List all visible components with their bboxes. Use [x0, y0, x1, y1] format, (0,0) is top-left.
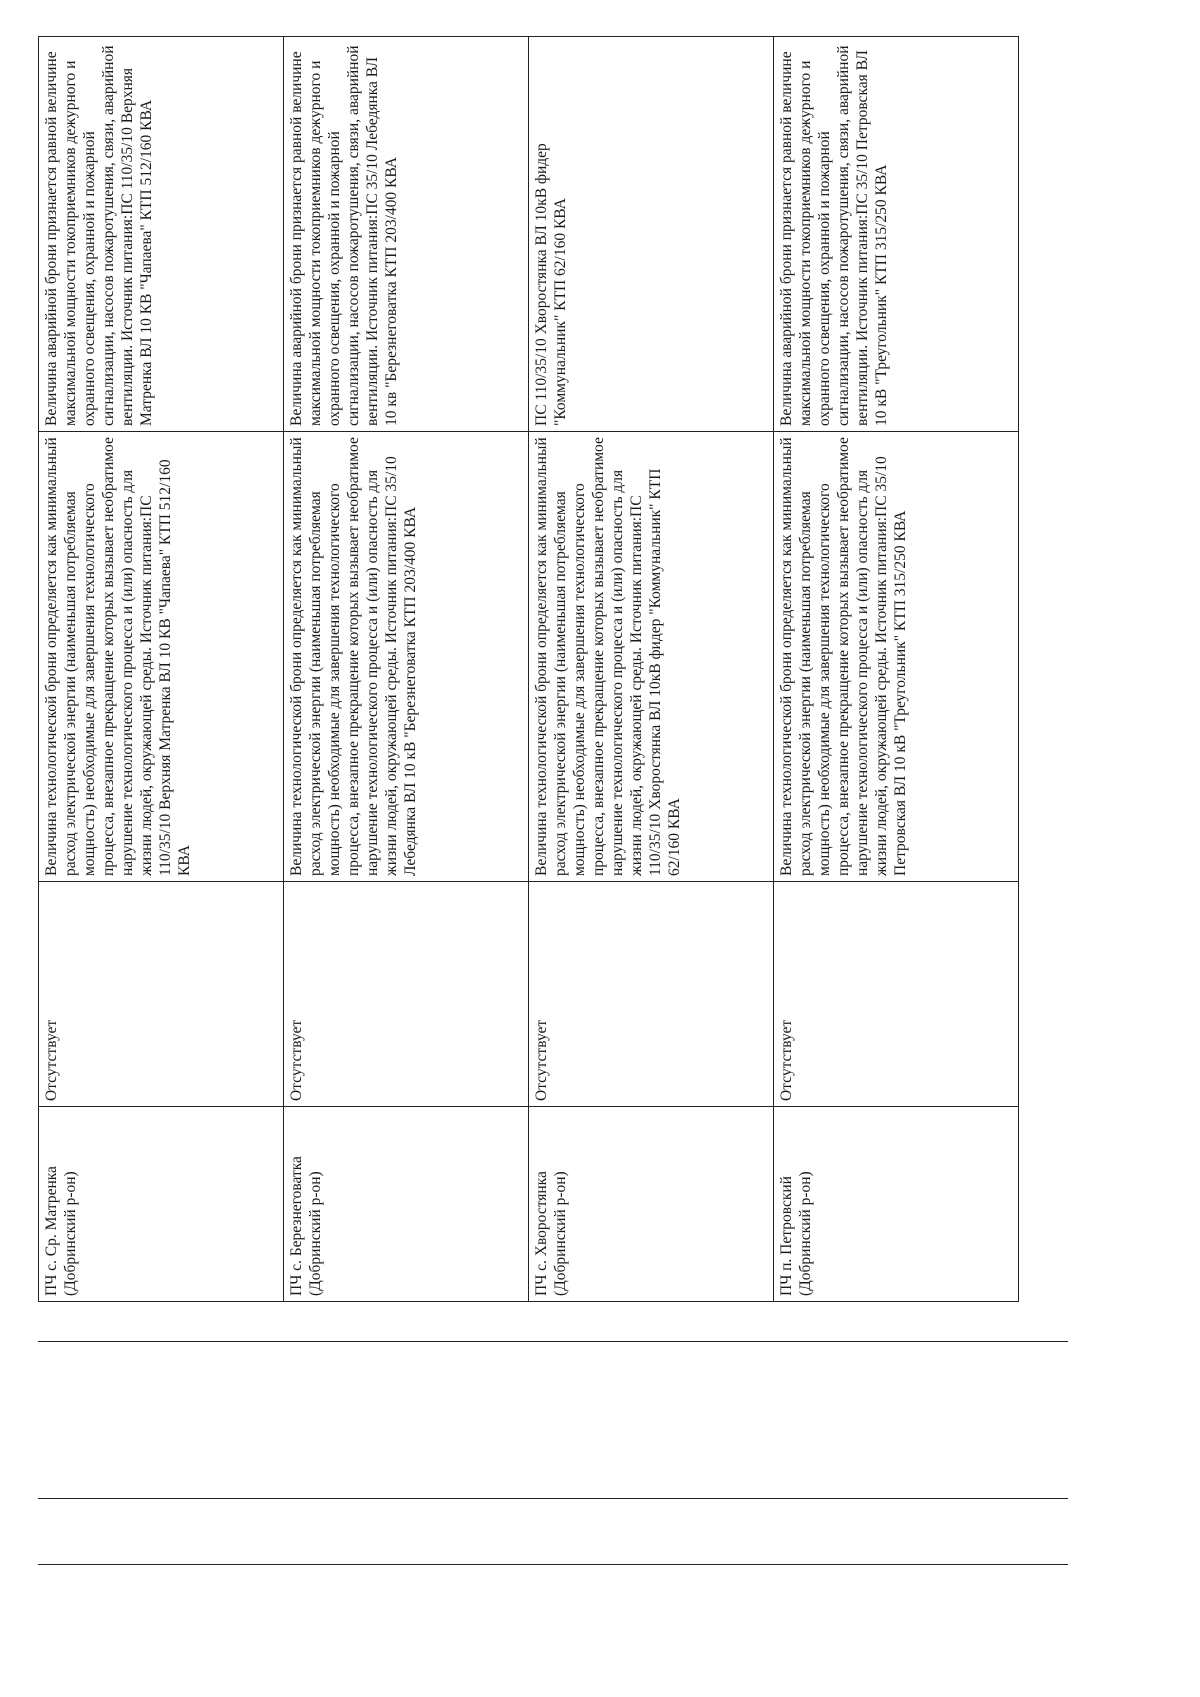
emergency-reserve-cell	[529, 37, 774, 432]
object-name: ПЧ с. Ср. Матренка (Добринский р-он)	[43, 1166, 79, 1296]
object-name: ПЧ с. Березнеговатка (Добринский р-он)	[288, 1156, 324, 1296]
emergency-reserve-text: Величина аварийной брони признается равной величине максимальной мощности токоприемников дежурного и охранного освещения, охранной и пожарной сигнализации, насосов пожаротушения, связи, аварийной вентиляции. Источник питания:ПС 35/10 Петровская ВЛ 10 кВ "Треугольник" КТП 315/250 КВА	[778, 45, 890, 426]
signature-line	[38, 1564, 1068, 1565]
emergency-reserve-text: Величина аварийной брони признается равной величине максимальной мощности токоприемников дежурного и охранного освещения, охранной и пожарной сигнализации, насосов пожаротушения, связи, аварийной вентиляции. Источник питания:ПС 35/10 Лебедянка ВЛ 10 кв "Березнеговатка КТП 203/400 КВА	[288, 45, 400, 426]
object-name: ПЧ п. Петровский (Добринский р-он)	[778, 1171, 814, 1296]
tech-reserve-text: Величина технологической брони определяется как минимальный расход электрической энергии (наименьшая потребляемая мощность) необходимые для завершения технологического процесса, внезапное прекращение которых вызывает необратимое нарушение технологического процесса и (или) опасность для жизни людей, окружающей среды. Источник питания:ПС 35/10 Лебедянка ВЛ 10 кВ "Березнеговатка КТП 203/400 КВА	[288, 437, 419, 876]
status-text: Отсутствует	[288, 1019, 305, 1101]
emergency-reserve-text: ПС 110/35/10 Хворостянка ВЛ 10кВ фидер "Коммунальник" КТП 62/160 КВА	[533, 143, 569, 426]
table-row	[774, 37, 1019, 1302]
status-cell	[284, 882, 529, 1107]
table-row	[39, 37, 284, 1302]
status-text: Отсутствует	[778, 1019, 795, 1101]
tech-reserve-cell	[529, 432, 774, 882]
emergency-reserve-text: Величина аварийной брони признается равной величине максимальной мощности токоприемников дежурного и охранного освещения, охранной и пожарной сигнализации, насосов пожаротушения, связи, аварийной вентиляции. Источник питания:ПС 110/35/10 Верхняя Матренка ВЛ 10 КВ "Чапаева" КТП 512/160 КВА	[43, 45, 155, 426]
tech-reserve-cell	[39, 432, 284, 882]
status-cell	[39, 882, 284, 1107]
status-cell	[529, 882, 774, 1107]
tech-reserve-cell	[284, 432, 529, 882]
table-row	[284, 37, 529, 1302]
object-name: ПЧ с. Хворостянка (Добринский р-он)	[533, 1171, 569, 1296]
status-cell	[774, 882, 1019, 1107]
tech-reserve-text: Величина технологической брони определяется как минимальный расход электрической энергии (наименьшая потребляемая мощность) необходимые для завершения технологического процесса, внезапное прекращение которых вызывает необратимое нарушение технологического процесса и (или) опасность для жизни людей, окружающей среды. Источник питания:ПС 110/35/10 Верхняя Матренка ВЛ 10 КВ "Чапаева" КТП 512/160 КВА	[43, 437, 193, 876]
emergency-reserve-cell	[774, 37, 1019, 432]
object-cell	[39, 1107, 284, 1302]
tech-reserve-text: Величина технологической брони определяется как минимальный расход электрической энергии (наименьшая потребляемая мощность) необходимые для завершения технологического процесса, внезапное прекращение которых вызывает необратимое нарушение технологического процесса и (или) опасность для жизни людей, окружающей среды. Источник питания:ПС 110/35/10 Хворостянка ВЛ 10кВ фидер "Коммунальник" КТП 62/160 КВА	[533, 437, 683, 876]
power-reserve-table	[38, 36, 1019, 1302]
tech-reserve-text: Величина технологической брони определяется как минимальный расход электрической энергии (наименьшая потребляемая мощность) необходимые для завершения технологического процесса, внезапное прекращение которых вызывает необратимое нарушение технологического процесса и (или) опасность для жизни людей, окружающей среды. Источник питания:ПС 35/10 Петровская ВЛ 10 кВ "Треугольник" КТП 315/250 КВА	[778, 437, 909, 876]
status-text: Отсутствует	[43, 1019, 60, 1101]
signature-line	[38, 1341, 1068, 1342]
object-cell	[284, 1107, 529, 1302]
signature-line	[38, 1498, 1068, 1499]
emergency-reserve-cell	[284, 37, 529, 432]
object-cell	[774, 1107, 1019, 1302]
status-text: Отсутствует	[533, 1019, 550, 1101]
tech-reserve-cell	[774, 432, 1019, 882]
object-cell	[529, 1107, 774, 1302]
emergency-reserve-cell	[39, 37, 284, 432]
table-row	[529, 37, 774, 1302]
